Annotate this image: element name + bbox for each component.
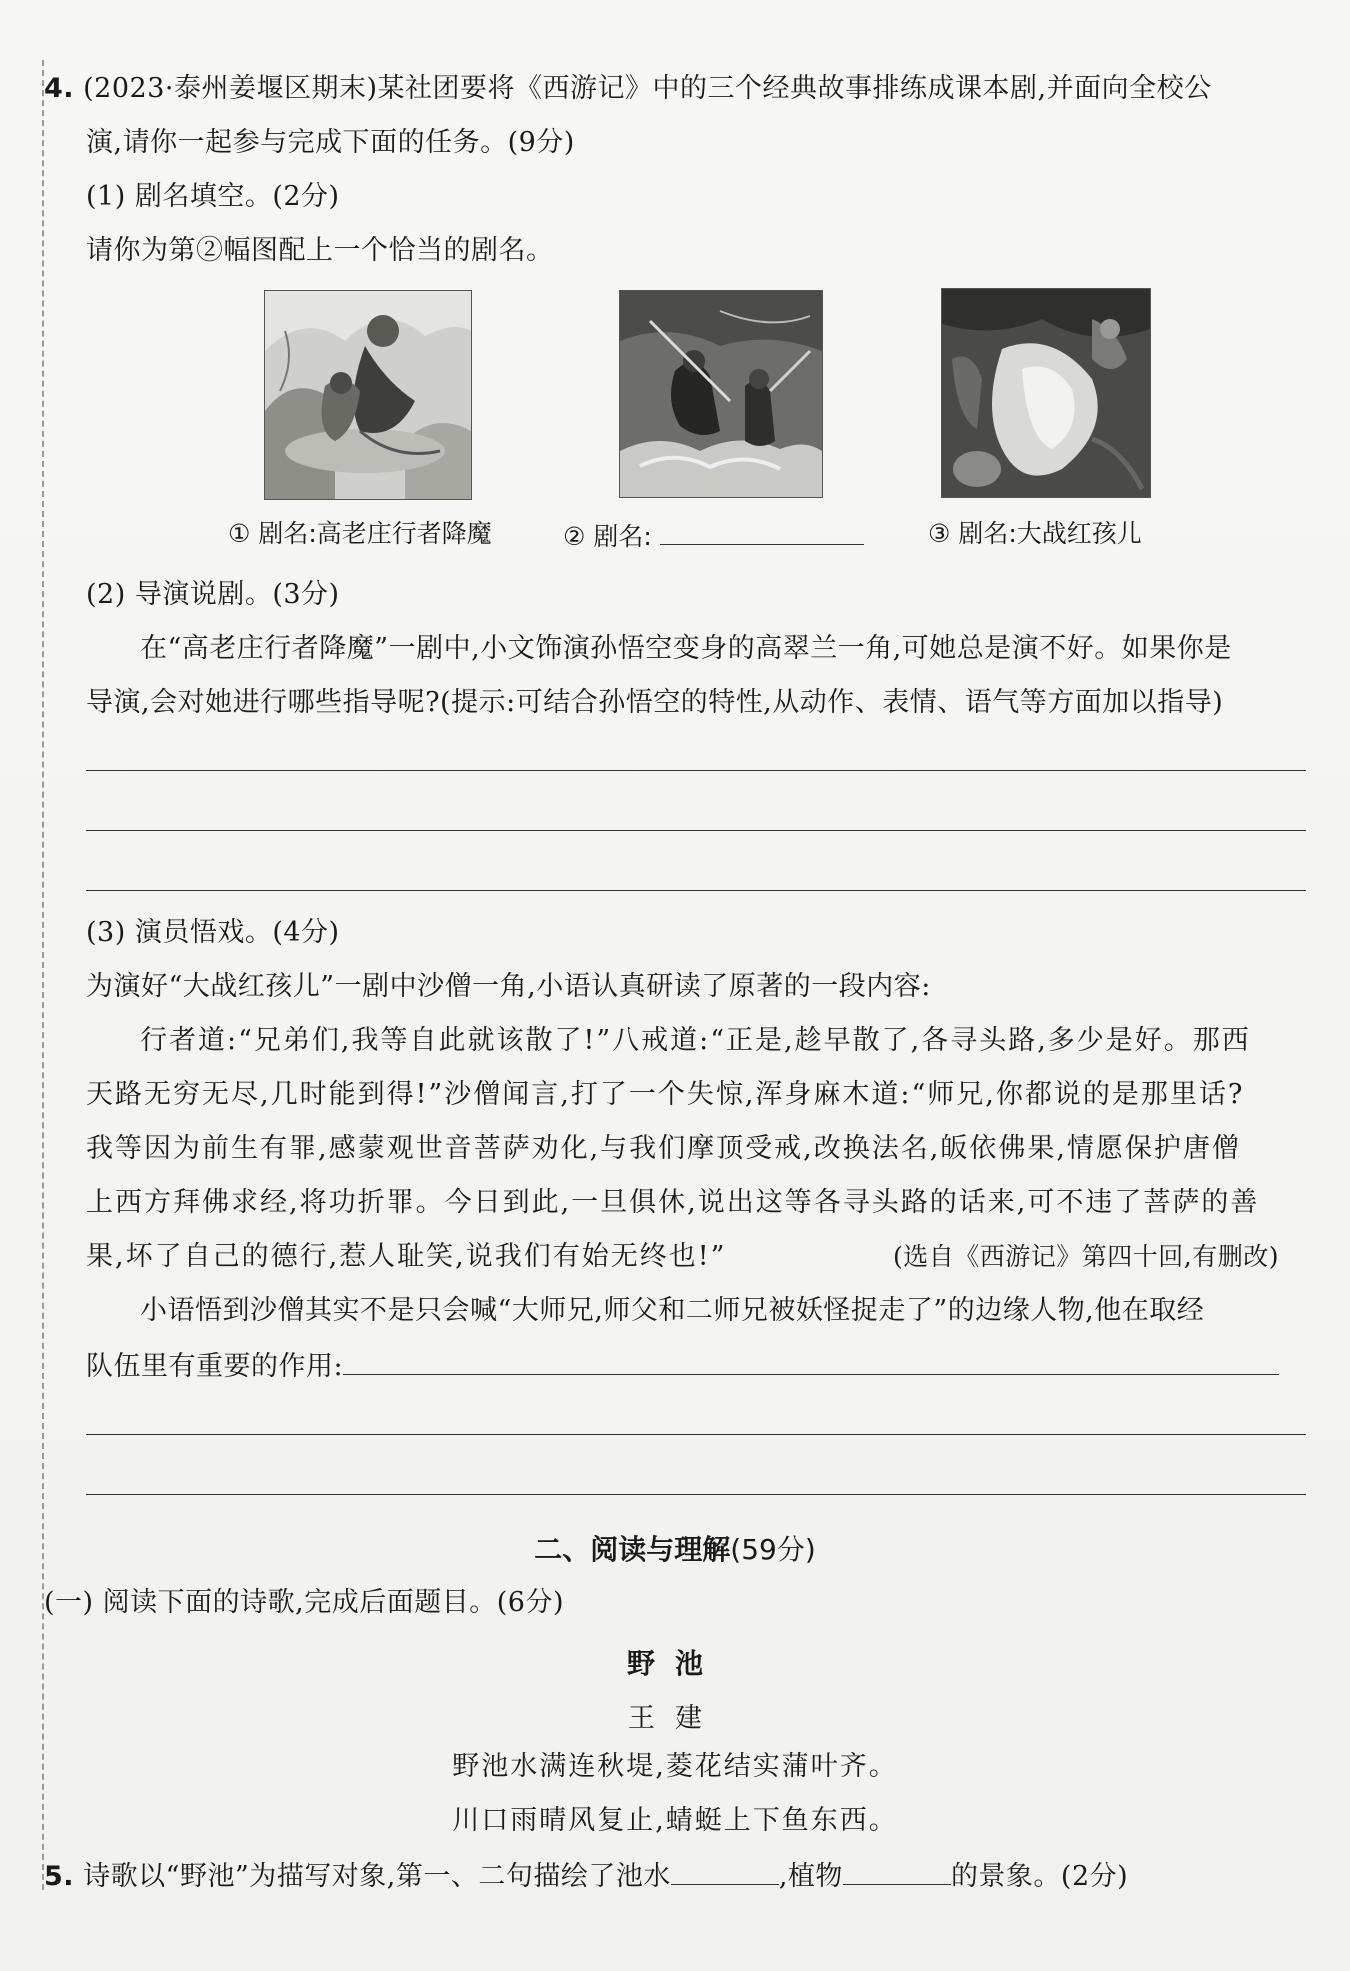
q4-part1-heading: (1) 剧名填空。(2分) bbox=[86, 181, 340, 212]
role-answer-blank[interactable] bbox=[343, 1348, 1279, 1375]
q5-number: 5. bbox=[44, 1861, 75, 1892]
poem-title: 野池 bbox=[626, 1647, 723, 1680]
excerpt-line: 果,坏了自己的德行,惹人耻笑,说我们有始无终也!” bbox=[86, 1241, 727, 1272]
answer-line[interactable] bbox=[86, 1494, 1306, 1495]
illustration-gaolaozhuang-art bbox=[265, 291, 471, 499]
illustration-gaolaozhuang bbox=[264, 290, 472, 500]
excerpt-line: 天路无穷无尽,几时能到得!”沙僧闻言,打了一个失惊,浑身麻木道:“师兄,你都说的是那里话? bbox=[86, 1079, 1245, 1110]
caption-play-2 bbox=[563, 518, 864, 553]
q4-number: 4. bbox=[44, 73, 75, 104]
answer-line[interactable] bbox=[86, 1434, 1306, 1435]
excerpt-source: (选自《西游记》第四十回,有删改) bbox=[893, 1242, 1279, 1271]
part-1-instruction: (一) 阅读下面的诗歌,完成后面题目。(6分) bbox=[44, 1587, 564, 1618]
answer-line[interactable] bbox=[86, 770, 1306, 771]
caption-play-2-label: ② 剧名: bbox=[563, 522, 652, 551]
answer-line[interactable] bbox=[86, 890, 1306, 891]
q5-text-2: ,植物 bbox=[778, 1861, 843, 1892]
q4-part3-intro: 为演好“大战红孩儿”一剧中沙僧一角,小语认真研读了原著的一段内容: bbox=[86, 971, 931, 1002]
q4-stem-text-1: (2023·泰州姜堰区期末)某社团要将《西游记》中的三个经典故事排练成课本剧,并面向全校公 bbox=[83, 73, 1212, 104]
q4-part3-prompt-2-text: 队伍里有重要的作用: bbox=[86, 1351, 344, 1382]
section-2-score: (59分) bbox=[730, 1533, 816, 1566]
q4-stem-line-1 bbox=[44, 72, 1212, 106]
poem-line: 野池水满连秋堤,菱花结实蒲叶齐。 bbox=[452, 1751, 898, 1782]
section-2-title-text: 二、阅读与理解 bbox=[534, 1533, 731, 1566]
q4-part2-text-1: 在“高老庄行者降魔”一剧中,小文饰演孙悟空变身的高翠兰一角,可她总是演不好。如果你是 bbox=[140, 633, 1232, 664]
q4-part1-instruction: 请你为第②幅图配上一个恰当的剧名。 bbox=[86, 235, 554, 266]
illustration-red-boy bbox=[941, 288, 1151, 498]
section-2-title bbox=[0, 1532, 1350, 1568]
illustration-red-boy-art bbox=[942, 289, 1150, 497]
q4-part3-heading: (3) 演员悟戏。(4分) bbox=[86, 917, 340, 948]
poem-line: 川口雨晴风复止,蜻蜓上下鱼东西。 bbox=[452, 1805, 898, 1836]
answer-line[interactable] bbox=[86, 830, 1306, 831]
q4-part3-prompt-1: 小语悟到沙僧其实不是只会喊“大师兄,师父和二师兄被妖怪捉走了”的边缘人物,他在取经 bbox=[140, 1295, 1205, 1326]
excerpt-line: 我等因为前生有罪,感蒙观世音菩萨劝化,与我们摩顶受戒,改换法名,皈依佛果,情愿保护唐僧 bbox=[86, 1133, 1241, 1164]
q5-text-1: 诗歌以“野池”为描写对象,第一、二句描绘了池水 bbox=[83, 1861, 671, 1892]
illustration-scene-2-art bbox=[620, 291, 822, 497]
excerpt-line: 行者道:“兄弟们,我等自此就该散了!”八戒道:“正是,趁早散了,各寻头路,多少是好。那西 bbox=[140, 1025, 1251, 1056]
q5-blank-water[interactable] bbox=[671, 1858, 779, 1885]
excerpt-line: 上西方拜佛求经,将功折罪。今日到此,一旦俱休,说出这等各寻头路的话来,可不违了菩萨的善 bbox=[86, 1187, 1260, 1218]
illustration-scene-2 bbox=[619, 290, 823, 498]
caption-play-1: ① 剧名:高老庄行者降魔 bbox=[228, 519, 492, 548]
q5-text-3: 的景象。(2分) bbox=[950, 1861, 1129, 1892]
q5-blank-plants[interactable] bbox=[843, 1858, 951, 1885]
caption-play-3: ③ 剧名:大战红孩儿 bbox=[928, 519, 1142, 548]
poem-author: 王建 bbox=[628, 1703, 722, 1734]
q5-stem bbox=[44, 1858, 1128, 1894]
q4-part2-heading: (2) 导演说剧。(3分) bbox=[86, 579, 340, 610]
q4-stem-line-2: 演,请你一起参与完成下面的任务。(9分) bbox=[86, 127, 575, 158]
q4-part3-prompt-2 bbox=[86, 1348, 1279, 1384]
q4-part2-text-2: 导演,会对她进行哪些指导呢?(提示:可结合孙悟空的特性,从动作、表情、语气等方面加以指导) bbox=[86, 687, 1224, 718]
play-2-title-blank[interactable] bbox=[660, 518, 864, 545]
